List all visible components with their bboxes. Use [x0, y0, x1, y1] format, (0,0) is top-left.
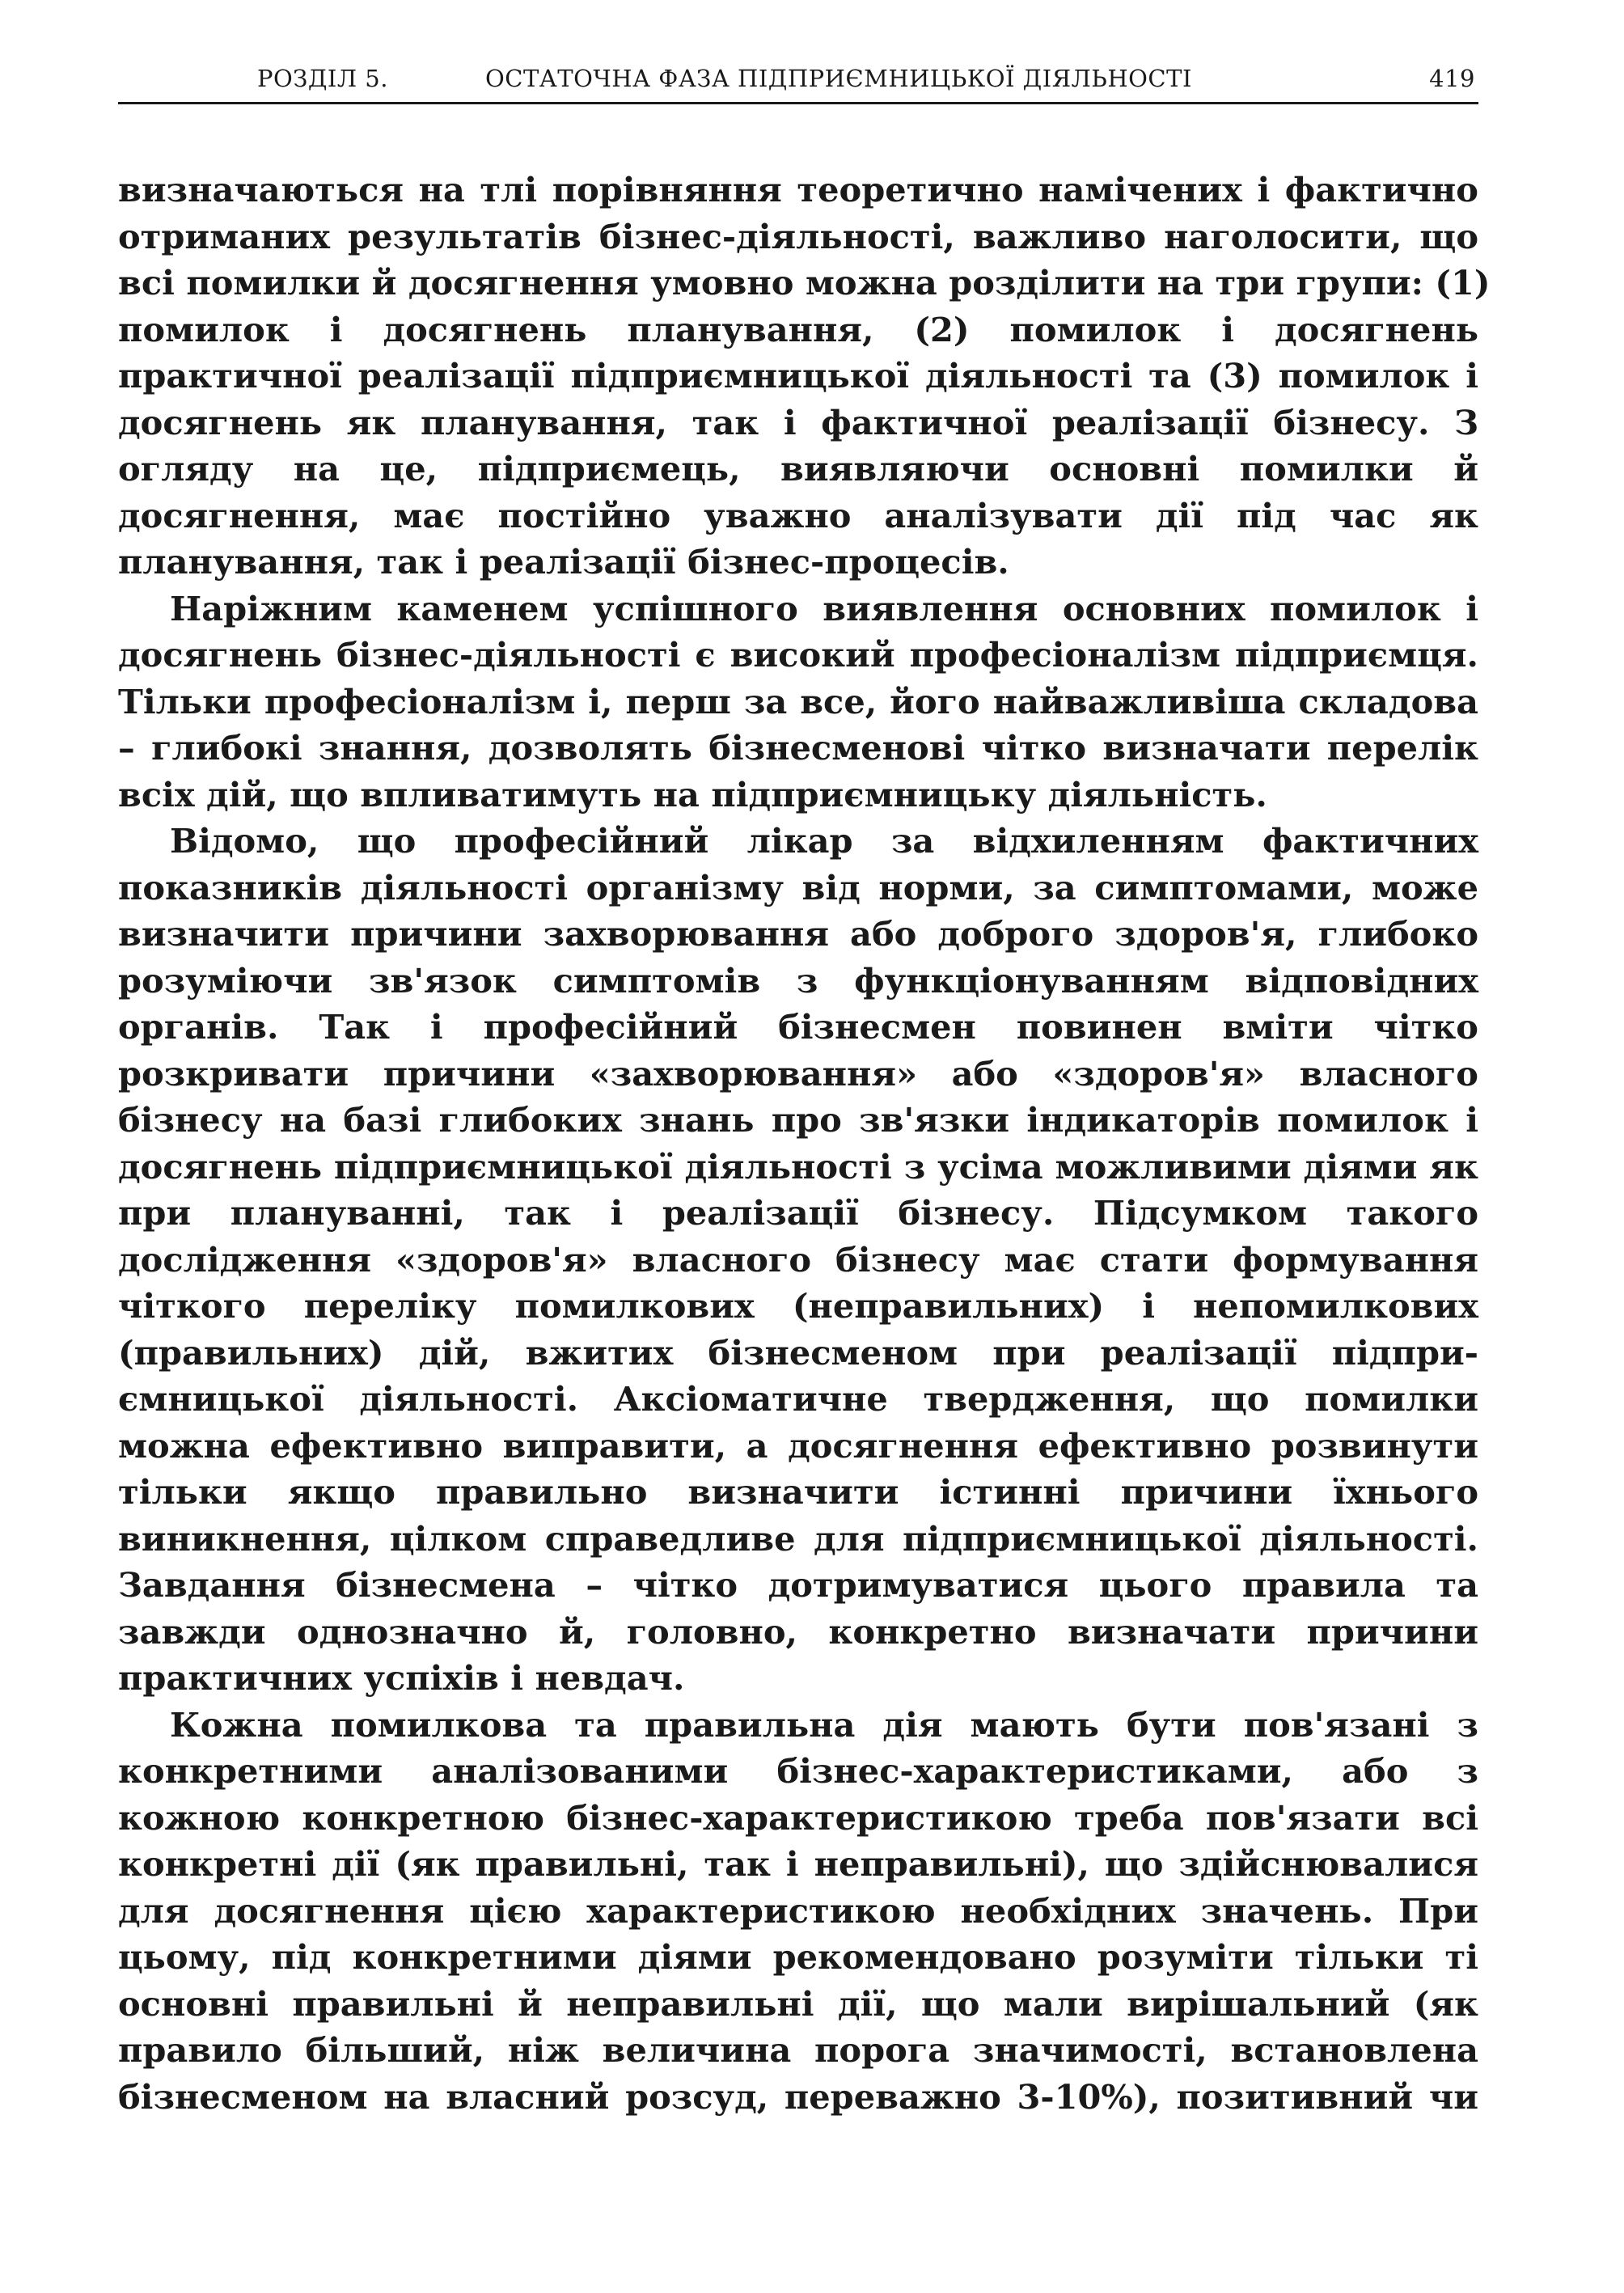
- text-line: розуміючи зв'язок симптомів з функціонуванням відповідних: [118, 960, 1478, 1001]
- text-line: цьому, під конкретними діями рекомендовано розуміти тільки ті: [118, 1937, 1478, 1977]
- text-line: всіх дій, що впливатимуть на підприємницьку діяльність.: [118, 774, 1267, 814]
- body-text: [118, 167, 1491, 2120]
- text-line: визначити причини захворювання або доброго здоров'я, глибоко: [118, 914, 1478, 954]
- text-line: бізнесу на базі глибоких знань про зв'язки індикаторів помилок і: [118, 1100, 1478, 1140]
- text-line: досягнень як планування, так і фактичної реалізації бізнесу. З: [118, 402, 1478, 442]
- text-line: Відомо, що професійний лікар за відхиленням фактичних: [170, 821, 1478, 861]
- chapter-label: РОЗДІЛ 5.: [257, 65, 388, 92]
- text-line: ємницької діяльності. Аксіоматичне твердження, що помилки: [118, 1379, 1478, 1419]
- text-line: Тільки професіоналізм і, перш за все, його найважливіша складова: [118, 681, 1478, 721]
- text-line: дослідження «здоров'я» власного бізнесу має стати формування: [118, 1239, 1478, 1280]
- text-line: показників діяльності організму від норми, за симптомами, може: [118, 867, 1478, 907]
- text-line: органів. Так і професійний бізнесмен повинен вміти чітко: [118, 1007, 1478, 1047]
- text-line: огляду на це, підприємець, виявляючи основні помилки й: [118, 449, 1478, 489]
- chapter-title: ОСТАТОЧНА ФАЗА ПІДПРИЄМНИЦЬКОЇ ДІЯЛЬНОСТІ: [485, 65, 1192, 92]
- text-line: кожною конкретною бізнес-характеристикою треба пов'язати всі: [118, 1797, 1478, 1838]
- paragraph: [118, 1702, 1478, 2121]
- text-line: тільки якщо правильно визначити істинні причини їхнього: [118, 1472, 1478, 1512]
- text-line: Наріжним каменем успішного виявлення основних помилок і: [170, 588, 1478, 628]
- text-line: всі помилки й досягнення умовно можна розділити на три групи: (1): [118, 263, 1491, 302]
- text-line: визначаються на тлі порівняння теоретично намічених і фактично: [118, 170, 1478, 209]
- text-line: можна ефективно виправити, а досягнення ефективно розвинути: [118, 1425, 1478, 1466]
- text-line: досягнення, має постійно уважно аналізувати дії під час як: [118, 495, 1478, 535]
- text-line: Кожна помилкова та правильна дія мають бути пов'язані з: [170, 1704, 1478, 1745]
- text-line: при плануванні, так і реалізації бізнесу. Підсумком такого: [118, 1193, 1478, 1233]
- paragraph: [118, 586, 1478, 819]
- text-line: помилок і досягнень планування, (2) помилок і досягнень: [118, 309, 1478, 349]
- text-line: досягнень бізнес-діяльності є високий професіоналізм підприємця.: [118, 635, 1478, 675]
- text-line: Завдання бізнесмена – чітко дотримуватися цього правила та: [118, 1565, 1478, 1605]
- text-line: для досягнення цією характеристикою необхідних значень. При: [118, 1890, 1478, 1931]
- text-line: бізнесменом на власний розсуд, переважно 3-10%), позитивний чи: [118, 2076, 1478, 2117]
- text-line: (правильних) дій, вжитих бізнесменом при реалізації підпри-: [118, 1332, 1478, 1373]
- text-line: чіткого переліку помилкових (неправильних) і непомилкових: [118, 1286, 1478, 1326]
- text-line: правило більший, ніж величина порога значимості, встановлена: [118, 2030, 1478, 2070]
- text-line: практичних успіхів і невдач.: [118, 1658, 685, 1698]
- page-number: 419: [1429, 65, 1475, 92]
- text-line: конкретними аналізованими бізнес-характеристиками, або з: [118, 1751, 1478, 1791]
- text-line: виникнення, цілком справедливе для підприємницької діяльності.: [118, 1518, 1478, 1559]
- text-line: досягнень підприємницької діяльності з усіма можливими діями як: [118, 1146, 1478, 1187]
- paragraph: [118, 818, 1478, 1702]
- text-line: завжди однозначно й, головно, конкретно визначати причини: [118, 1611, 1478, 1652]
- text-line: розкривати причини «захворювання» або «здоров'я» власного: [118, 1053, 1478, 1094]
- running-head: [118, 61, 1478, 104]
- text-line: основні правильні й неправильні дії, що мали вирішальний (як: [118, 1983, 1478, 2024]
- text-line: конкретні дії (як правильні, так і неправильні), що здійснювалися: [118, 1844, 1478, 1884]
- text-line: планування, так і реалізації бізнес-процесів.: [118, 542, 1009, 582]
- text-line: – глибокі знання, дозволять бізнесменові чітко визначати перелік: [118, 728, 1478, 768]
- text-line: отриманих результатів бізнес-діяльності, важливо наголосити, що: [118, 216, 1478, 256]
- text-line: практичної реалізації підприємницької діяльності та (3) помилок і: [118, 356, 1478, 396]
- paragraph: [118, 167, 1491, 586]
